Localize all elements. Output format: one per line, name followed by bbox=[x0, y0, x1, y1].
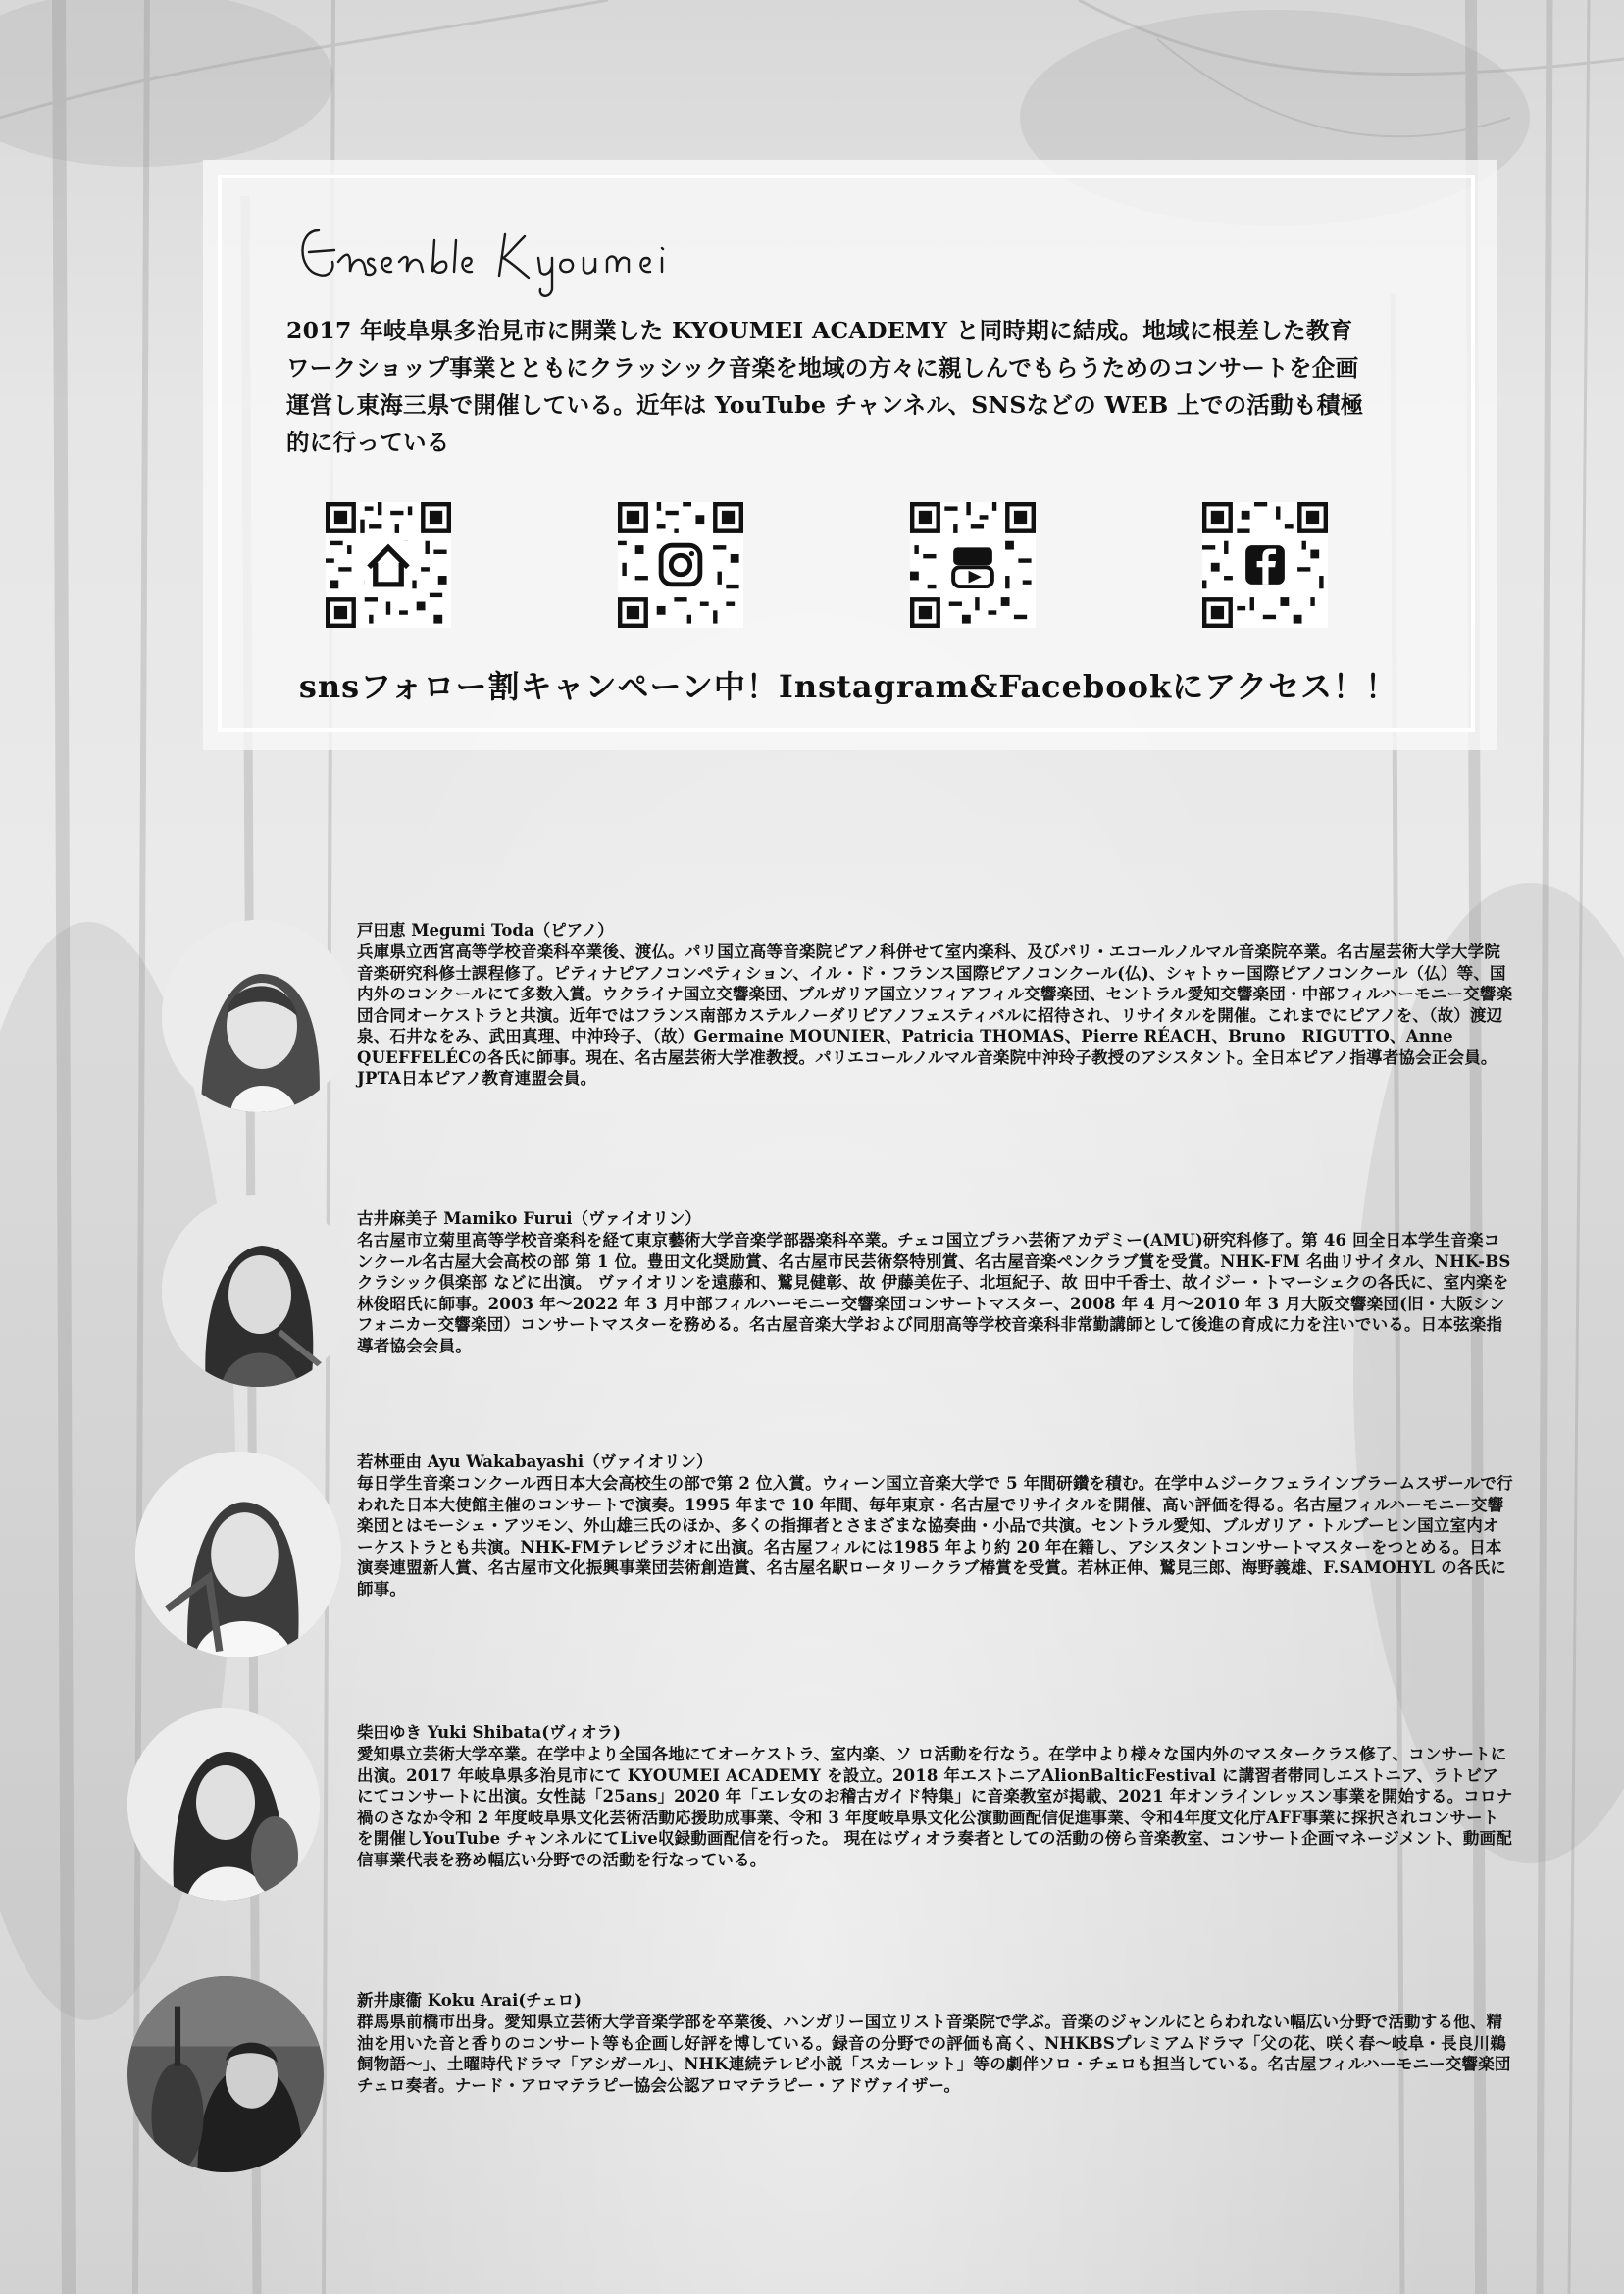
member-name: 若林亜由 Ayu Wakabayashi（ヴァイオリン） bbox=[357, 1453, 713, 1471]
member-name: 柴田ゆき Yuki Shibata(ヴィオラ) bbox=[357, 1723, 621, 1742]
home-icon bbox=[326, 502, 451, 628]
portrait-photo bbox=[162, 1195, 354, 1387]
avatar bbox=[162, 1195, 354, 1387]
member-bio bbox=[357, 920, 1514, 1090]
youtube-icon bbox=[910, 502, 1036, 628]
avatar bbox=[127, 1976, 324, 2172]
home-qr-code[interactable] bbox=[326, 502, 451, 628]
member-bio bbox=[357, 1452, 1514, 1600]
youtube-qr-code[interactable] bbox=[910, 502, 1036, 628]
member-name: 古井麻美子 Mamiko Furui（ヴァイオリン） bbox=[357, 1209, 701, 1228]
member-description: 愛知県立芸術大学卒業。在学中より全国各地にてオーケストラ、室内楽、ソ ロ活動を行なう。在学中より様々な国内外のマスタークラス修了、コンサートに 出演。2017 年岐阜県多治見市にて KYOUMEI ACADEMY を設立。2018 年エストニアAlionBalticFestival に講習者帯同しエストニア、ラトビアにてコンサートに出演。女性誌「25ans」2020 年「エレ女のお稽古ガイド特集」に音楽教室が掲載、2021 年オンラインレッスン事業を開始する。コロナ禍のさなか令和 2 年度岐阜県文化芸術活動応援助成事業、令和 3 年度岐阜県文化公演動画配信促進事業、令和4年度文化庁AFF事業に採択されコンサートを開催しYouTube チャンネルにてLive収録動画配信を行った。 現在はヴィオラ奏者としての活動の傍ら音楽教室、コンサート企画マネージメント、動画配信事業代表を務め幅広い分野での活動を行なっている。 bbox=[357, 1745, 1513, 1869]
avatar bbox=[135, 1452, 341, 1657]
signature-script bbox=[289, 201, 701, 304]
portrait-photo bbox=[162, 920, 354, 1112]
avatar bbox=[127, 1708, 320, 1901]
member-bio bbox=[357, 1722, 1514, 1870]
member-name: 新井康衞 Koku Arai(チェロ) bbox=[357, 1991, 582, 2010]
portrait-photo bbox=[127, 1708, 320, 1901]
member-bio bbox=[357, 1990, 1514, 2096]
facebook-qr-code[interactable] bbox=[1202, 502, 1328, 628]
facebook-icon bbox=[1202, 502, 1328, 628]
sns-campaign-banner: snsフォロー割キャンペーン中！Instagram&Facebookにアクセス！！ bbox=[298, 668, 1398, 705]
ensemble-intro: 2017 年岐阜県多治見市に開業した KYOUMEI ACADEMY と同時期に結成。地域に根差した教育ワークショップ事業とともにクラッシック音楽を地域の方々に親しんでもらうためのコンサートを企画運営し東海三県で開催している。近年は YouTube チャンネル、SNSなどの WEB 上での活動も積極的に行っている bbox=[286, 317, 1364, 456]
member-bio bbox=[357, 1208, 1514, 1356]
qr-code-row bbox=[0, 502, 1624, 630]
portrait-photo bbox=[135, 1452, 341, 1657]
member-description: 兵庫県立西宮高等学校音楽科卒業後、渡仏。パリ国立高等音楽院ピアノ科併せて室内楽科、及びパリ・エコールノルマル音楽院卒業。名古屋芸術大学大学院音楽研究科修士課程修了。ピティナピアノコンペティション、イル・ド・フランス国際ピアノコンクール(仏)、シャトゥー国際ピアノコンクール（仏）等、国内外のコンクールにて多数入賞。ウクライナ国立交響楽団、ブルガリア国立ソフィアフィル交響楽団、セントラル愛知交響楽団・中部フィルハーモニー交響楽団合同オーケストラと共演。近年ではフランス南部カステルノーダリピアノフェスティバルに招待され、リサイタルを開催。これまでにピアノを、（故）渡辺泉、石井なをみ、武田真理、中沖玲子、（故）Germaine MOUNIER、Patricia THOMAS、Pierre RÉACH、Bruno RIGUTTO、Anne QUEFFELÉCの各氏に師事。現在、名古屋芸術大学准教授。パリエコールノルマル音楽院中沖玲子教授のアシスタント。全日本ピアノ指導者協会正会員。JPTA日本ピアノ教育連盟会員。 bbox=[357, 943, 1513, 1088]
ensemble-signature-logo bbox=[289, 201, 701, 304]
member-description: 毎日学生音楽コンクール西日本大会高校生の部で第 2 位入賞。ウィーン国立音楽大学で 5 年間研鑽を積む。在学中ムジークフェラインブラームスザールで行われた日本大使館主催のコンサートで演奏。1995 年まで 10 年間、毎年東京・名古屋でリサイタルを開催、高い評価を得る。名古屋フィルハーモニー交響楽団とはモーシェ・アツモン、外山雄三氏のほか、多くの指揮者とさまざまな協奏曲・小品で共演。セントラル愛知、ブルガリア・トルブーヒン国立室内オーケストラとも共演。NHK-FMテレビラジオに出演。名古屋フィルには1985 年より約 20 年在籍し、アシスタントコンサートマスターをつとめる。日本演奏連盟新人賞、名古屋市文化振興事業団芸術創造賞、名古屋名駅ロータリークラブ椿賞を受賞。若林正伸、鷲見三郎、海野義雄、F.SAMOHYL の各氏に師事。 bbox=[357, 1474, 1513, 1599]
instagram-icon bbox=[618, 502, 743, 628]
portrait-photo bbox=[127, 1976, 324, 2172]
member-description: 名古屋市立菊里高等学校音楽科を経て東京藝術大学音楽学部器楽科卒業。チェコ国立プラハ芸術アカデミー(AMU)研究科修了。第 46 回全日本学生音楽コンクール名古屋大会高校の部 第 1 位。豊田文化奨励賞、名古屋市民芸術祭特別賞、名古屋音楽ペンクラブ賞を受賞。NHK-FM 名曲リサイタル、NHK-BS クラシック倶楽部 などに出演。 ヴァイオリンを遠藤和、鷲見健彰、故 伊藤美佐子、北垣紀子、故 田中千香士、故イジー・トマーシェクの各氏に、室内楽を林俊昭氏に師事。2003 年〜2022 年 3 月中部フィルハーモニー交響楽団コンサートマスター、2008 年 4 月〜2010 年 3 月大阪交響楽団(旧・大阪シンフォニカー交響楽団）コンサートマスターを務める。名古屋音楽大学および同朋高等学校音楽科非常勤講師として後進の育成に力を注いでいる。日本弦楽指導者協会会員。 bbox=[357, 1231, 1511, 1355]
member-name: 戸田恵 Megumi Toda（ピアノ） bbox=[357, 921, 614, 940]
instagram-qr-code[interactable] bbox=[618, 502, 743, 628]
avatar bbox=[162, 920, 354, 1112]
member-description: 群馬県前橋市出身。愛知県立芸術大学音楽学部を卒業後、ハンガリー国立リスト音楽院で学ぶ。音楽のジャンルにとらわれない幅広い分野で活動する他、精油を用いた音と香りのコンサート等も企画し好評を博している。録音の分野での評価も高く、NHKBSプレミアムドラマ「父の花、咲く春〜岐阜・長良川鵜飼物語〜」、土曜時代ドラマ「アシガール」、NHK連続テレビ小説「スカーレット」等の劇伴ソロ・チェロも担当している。名古屋フィルハーモニー交響楽団チェロ奏者。ナード・アロマテラピー協会公認アロマテラピー・アドヴァイザー。 bbox=[357, 2013, 1511, 2095]
